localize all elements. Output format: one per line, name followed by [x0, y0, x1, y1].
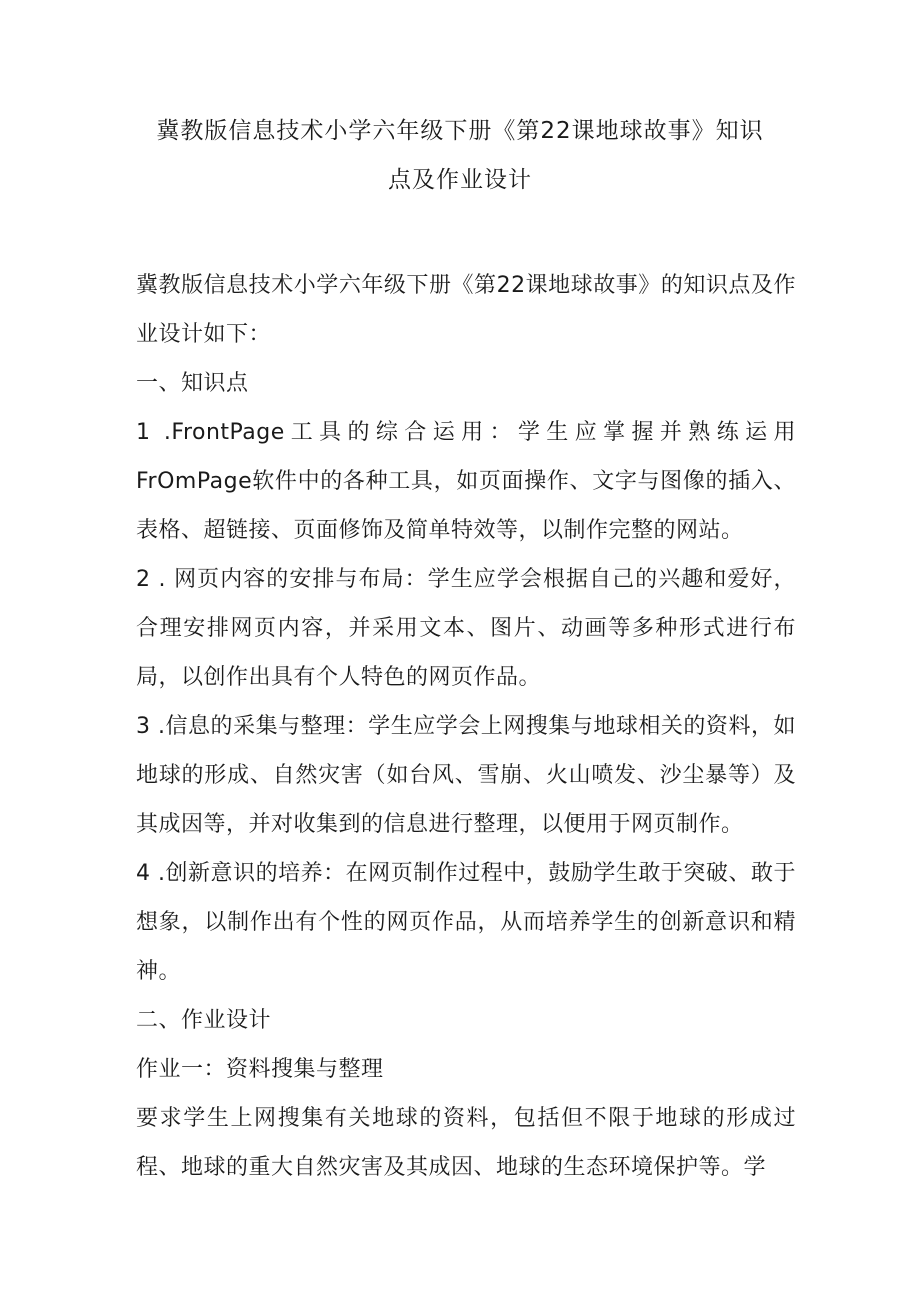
- homework-1-heading: 作业一：资料搜集与整理: [136, 1057, 384, 1082]
- document-title-line-1: 冀教版信息技术小学六年级下册《第22课地球故事》知识: [156, 118, 764, 144]
- homework-1-description: 要求学生上网搜集有关地球的资料，包括但不限于地球的形成过程、地球的重大自然灾害及其成因、地球的生态环境保护等。学: [136, 1106, 796, 1180]
- section-heading-knowledge-points: 一、知识点: [136, 371, 249, 396]
- knowledge-point-1: 1 .FrontPage工具的综合运用：学生应掌握并熟练运用FrOmPage软件中的各种工具，如页面操作、文字与图像的插入、表格、超链接、页面修饰及简单特效等，以制作完整的网站。: [136, 420, 796, 543]
- document-title-line-2: 点及作业设计: [388, 167, 532, 193]
- section-heading-homework-design: 二、作业设计: [136, 1008, 272, 1033]
- document-body: [136, 261, 796, 1192]
- knowledge-point-3: 3 .信息的采集与整理：学生应学会上网搜集与地球相关的资料，如地球的形成、自然灾害（如台风、雪崩、火山喷发、沙尘暴等）及其成因等，并对收集到的信息进行整理，以便用于网页制作。: [136, 714, 796, 837]
- knowledge-point-4: 4 .创新意识的培养：在网页制作过程中，鼓励学生敢于突破、敢于想象，以制作出有个性的网页作品，从而培养学生的创新意识和精神。: [136, 861, 796, 984]
- intro-paragraph: 冀教版信息技术小学六年级下册《第22课地球故事》的知识点及作业设计如下：: [136, 273, 796, 347]
- knowledge-point-2: 2 . 网页内容的安排与布局：学生应学会根据自己的兴趣和爱好，合理安排网页内容，并采用文本、图片、动画等多种形式进行布局，以创作出具有个人特色的网页作品。: [136, 567, 796, 690]
